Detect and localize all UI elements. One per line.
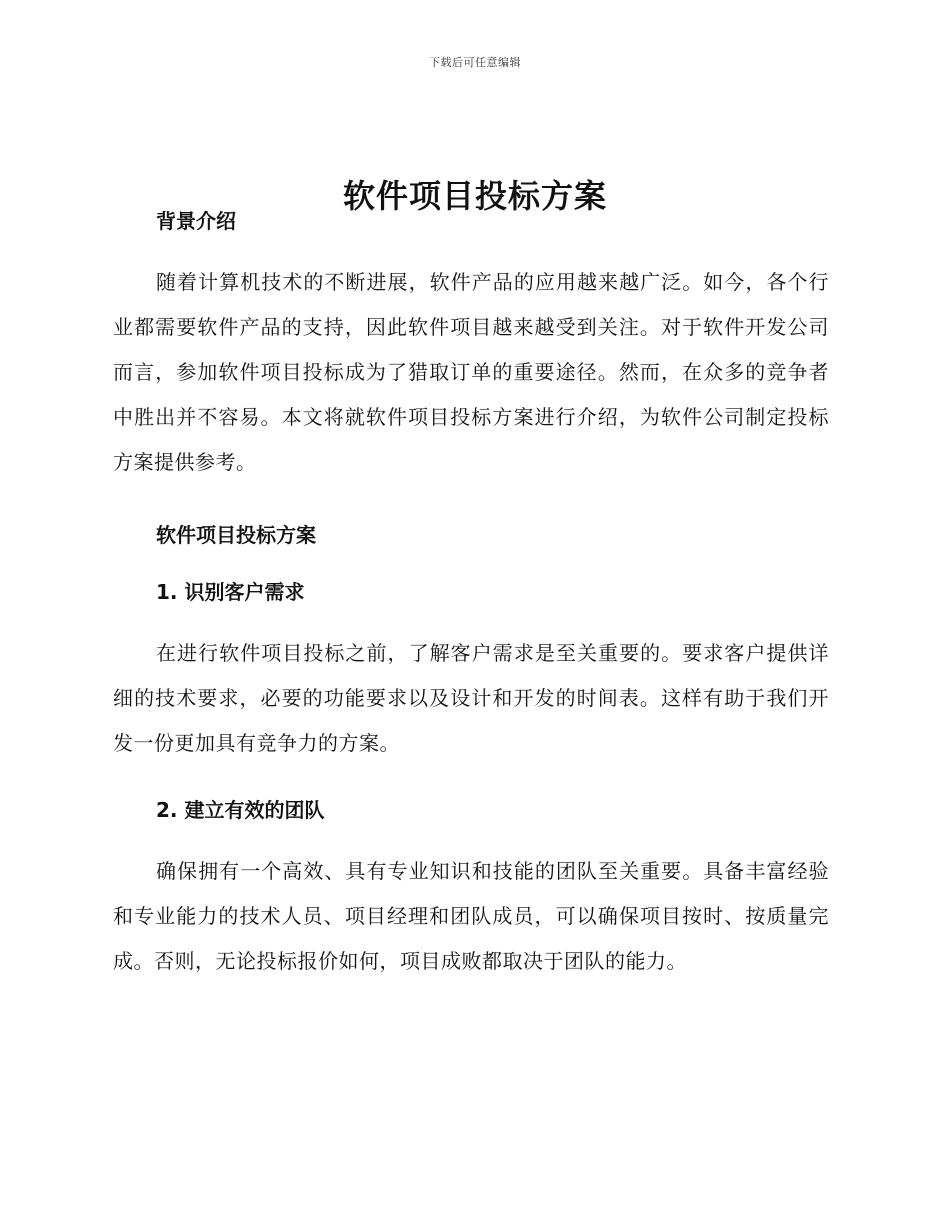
paragraph-background: 随着计算机技术的不断进展，软件产品的应用越来越广泛。如今，各个行业都需要软件产品的支持，因此软件项目越来越受到关注。对于软件开发公司而言，参加软件项目投标成为了猎取订单的重要途径。然而，在众多的竞争者中胜出并不容易。本文将就软件项目投标方案进行介绍，为软件公司制定投标方案提供参考。 bbox=[113, 270, 829, 474]
document-body bbox=[113, 205, 829, 984]
page-header-note: 下载后可任意编辑 bbox=[429, 56, 521, 69]
heading-bid-plan: 软件项目投标方案 bbox=[156, 523, 316, 547]
paragraph-step-1: 在进行软件项目投标之前，了解客户需求是至关重要的。要求客户提供详细的技术要求，必要的功能要求以及设计和开发的时间表。这样有助于我们开发一份更加具有竞争力的方案。 bbox=[113, 641, 829, 755]
document-title: 软件项目投标方案 bbox=[342, 177, 607, 216]
heading-step-2: 2. 建立有效的团队 bbox=[156, 798, 325, 822]
heading-background: 背景介绍 bbox=[156, 209, 236, 233]
heading-step-1: 1. 识别客户需求 bbox=[156, 580, 305, 604]
paragraph-step-2: 确保拥有一个高效、具有专业知识和技能的团队至关重要。具备丰富经验和专业能力的技术人员、项目经理和团队成员，可以确保项目按时、按质量完成。否则，无论投标报价如何，项目成败都取决于团队的能力。 bbox=[113, 859, 829, 973]
